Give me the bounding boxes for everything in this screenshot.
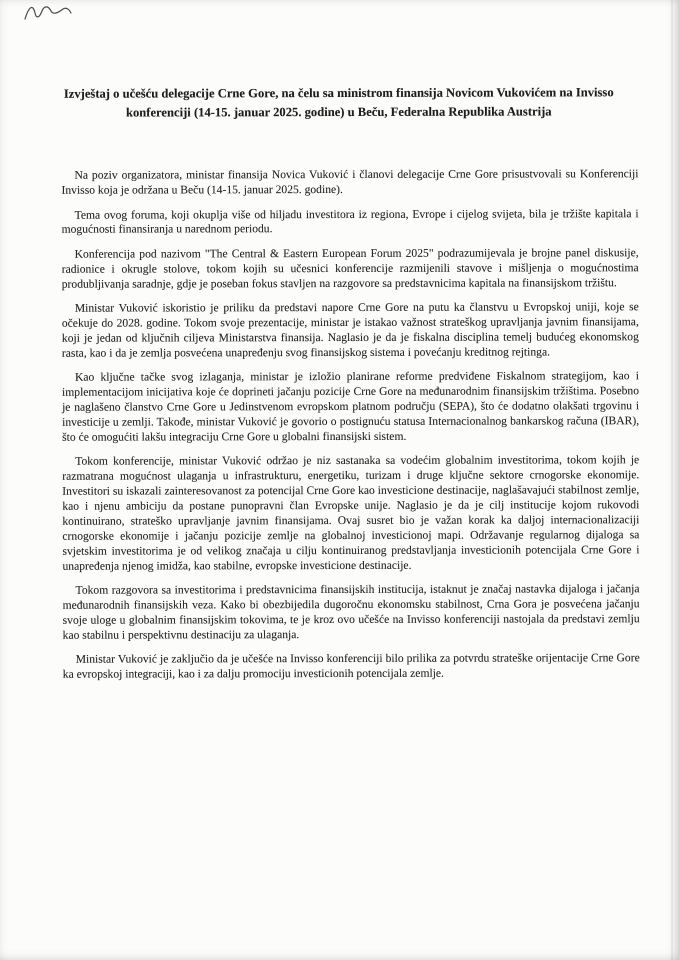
- report-paragraph: Na poziv organizatora, ministar finansija Novica Vuković i članovi delegacije Crne Gore prisustvovali su Konferenciji Invisso koja je održana u Beču (14-15. januar 2025. godine).: [61, 167, 639, 197]
- report-paragraph: Tokom konferencije, ministar Vuković održao je niz sastanaka sa vodećim globalnim investitorima, tokom kojih je razmatrana mogućnost ulaganja u infrastrukturu, energetiku, turizam i druge ključne sektore crnogorske ekonomije. Investitori su iskazali zainteresovanost za potencijal Crne Gore kao investicione destinacije, naglašavajući stabilnost zemlje, kao i njenu ambiciju da postane punopravni član Evropske unije. Naglasio je da je cilj institucije kojom rukovodi kontinuirano, strateško upravljanje javnim finansijama. Ovaj susret bio je važan korak ka daljoj internacionalizaciji crnogorske ekonomije i jačanju pozicije zemlje na globalnoj investicionoj mapi. Održavanje regularnog dijaloga sa svjetskim investitorima je od velikog značaja u cilju kontinuiranog predstavljanja investicionih potencijala Crne Gore i unapređenja njenog imidža, kao stabilne, evropske investicione destinacije.: [62, 453, 640, 573]
- handwritten-mark-icon: [22, 2, 74, 24]
- document-content: [0, 83, 679, 683]
- report-paragraph: Kao ključne tačke svog izlaganja, ministar je izložio planirane reforme predviđene Fiskalnom strategijom, kao i implementacijom inicijativa koje će doprineti jačanju pozicije Crne Gore na međunarodnim finansijskim tržištima. Posebno je naglašeno članstvo Crne Gore u Jedinstvenom evropskom platnom području (SEPA), što će dodatno olakšati trgovinu i investicije u zemlji. Takođe, ministar Vuković je govorio o postignuću statusa Internacionalnog bankarskog računa (IBAR), što će omogućiti lakšu integraciju Crne Gore u globalni finansijski sistem.: [62, 369, 640, 444]
- report-paragraph: Konferencija pod nazivom "The Central & Eastern European Forum 2025" podrazumijevala je brojne panel diskusije, radionice i okrugle stolove, tokom kojih su učesnici konferencije razmijenili stavove i mišljenja o mogućnostima produbljivanja saradnje, gdje je poseban fokus stavljen na razgovore sa predstavnicima kapitala na finansijskom tržištu.: [61, 246, 639, 291]
- report-title: Izvještaj o učešću delegacije Crne Gore, na čelu sa ministrom finansija Novicom Vukovićem na Invisso konferenciji (14-15. januar 2025. godine) u Beču, Federalna Republika Austrija: [63, 85, 614, 120]
- report-paragraph: Tema ovog foruma, koji okuplja više od hiljadu investitora iz regiona, Evrope i cijelog svijeta, bila je tržište kapitala i mogućnosti finansiranja u narednom periodu.: [61, 206, 639, 237]
- report-body: [61, 167, 639, 682]
- report-paragraph: Tokom razgovora sa investitorima i predstavnicima finansijskih institucija, istaknut je značaj nastavka dijaloga i jačanja međunarodnih finansijskih veza. Kako bi obezbijedila dugoročnu ekonomsku stabilnost, Crna Gora je posvećena jačanju svoje uloge u globalnim finansijskim tokovima, te je kroz ovo učešće na Invisso konferenciji nastojala da predstavi zemlju kao stabilnu i perspektivnu destinaciju za ulaganja.: [62, 582, 640, 642]
- report-paragraph: Ministar Vuković je zaključio da je učešće na Invisso konferenciji bilo prilika za potvrdu strateške orijentacije Crne Gore ka evropskoj integraciji, kao i za dalju promociju investicionih potencijala zemlje.: [62, 651, 640, 681]
- report-paragraph: Ministar Vuković iskoristio je priliku da predstavi napore Crne Gore na putu ka članstvu u Evropskoj uniji, koje se očekuje do 2028. godine. Tokom svoje prezentacije, ministar je istakao važnost strateškog upravljanja javnim finansijama, koji je jedan od ključnih ciljeva Ministarstva finansija. Naglasio je da je fiskalna disciplina temelj budućeg ekonomskog rasta, kao i da je zemlja posvećena unapređenju svog finansijskog sistema i povećanju kreditnog rejtinga.: [61, 300, 639, 360]
